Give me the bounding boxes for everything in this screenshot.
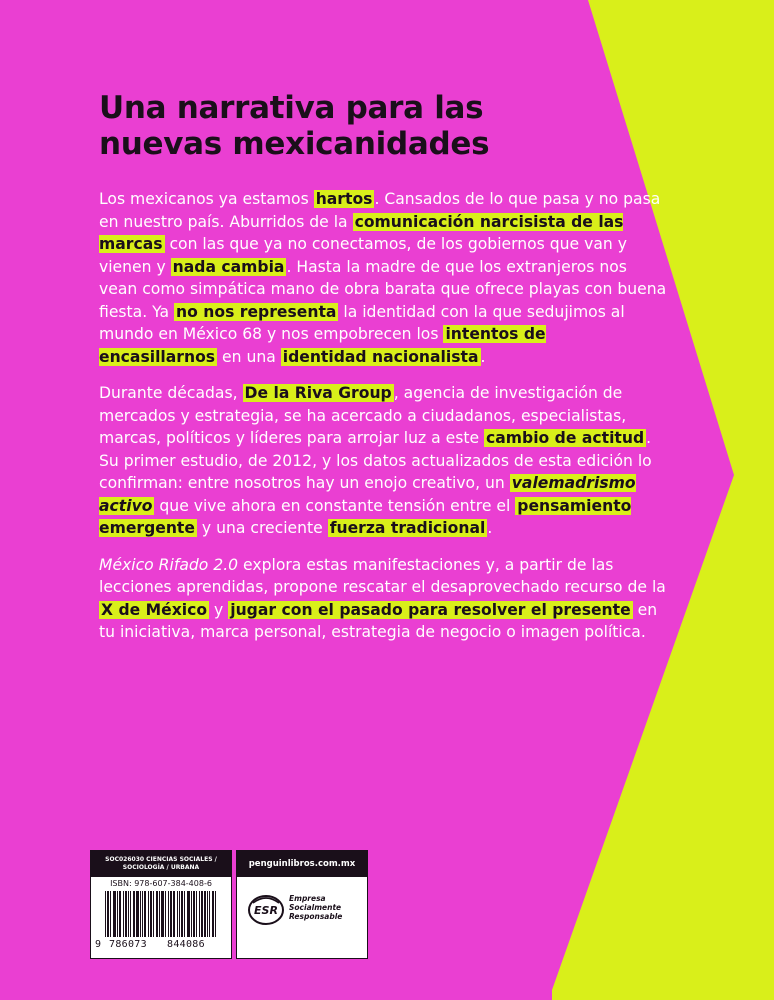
text-run: que vive ahora en constante tensión entre el <box>154 496 516 515</box>
barcode-bar <box>194 891 195 937</box>
barcode-bar <box>201 891 202 937</box>
barcode-bar <box>170 891 171 937</box>
esr-line-2: Socialmente <box>289 903 342 912</box>
barcode-bar <box>134 891 135 937</box>
barcode-bar <box>181 891 182 937</box>
text-run: en una <box>217 347 281 366</box>
barcode-icon <box>105 891 217 937</box>
barcode-bar <box>120 891 121 937</box>
barcode-bar <box>213 891 214 937</box>
highlighted-phrase: jugar con el pasado para resolver el presente <box>230 600 631 619</box>
barcode-bar <box>199 891 200 937</box>
barcode-bar <box>114 891 115 937</box>
barcode-bar <box>137 891 138 937</box>
barcode-bar <box>157 891 158 937</box>
barcode-bar <box>130 891 131 937</box>
barcode-bar <box>148 891 149 937</box>
barcode-bar <box>184 891 185 937</box>
barcode-bar <box>119 891 120 937</box>
cover-title <box>99 90 659 162</box>
highlighted-phrase: intentos de encasillarnos <box>99 325 546 366</box>
highlighted-phrase: valemadrismo activo <box>99 474 636 515</box>
text-run: y una creciente <box>196 519 328 537</box>
title-line-2: nuevas mexicanidades <box>99 126 490 162</box>
barcode-bar <box>125 891 126 937</box>
barcode-bar <box>126 891 127 937</box>
barcode-bar <box>191 891 192 937</box>
barcode-bar <box>171 891 172 937</box>
barcode-bar <box>153 891 154 937</box>
barcode-bar <box>151 891 152 937</box>
esr-line-3: Responsable <box>289 912 343 921</box>
highlighted-phrase: no nos representa <box>176 302 337 321</box>
barcode-bar <box>108 891 109 937</box>
text-run: Los mexicanos ya estamos <box>99 190 314 208</box>
barcode-bar <box>144 891 145 937</box>
text-run: con las que ya no conectamos, de los gobiernos que van y vienen y <box>99 235 627 276</box>
barcode-bar <box>168 891 169 937</box>
barcode-bar <box>150 891 151 937</box>
text-run: la identidad con la que sedujimos al mundo en México 68 y nos empobrecen los <box>99 302 625 343</box>
barcode-bar <box>117 891 118 937</box>
barcode-bar <box>187 891 188 937</box>
barcode-bar <box>159 891 160 937</box>
publisher-panel <box>236 850 368 959</box>
text-run: . Hasta la madre de que los extranjeros nos vean como simpática mano de obra barata que ofrece playas con buena fiesta. Ya <box>99 257 667 321</box>
highlighted-phrase: pensamiento emergente <box>99 496 632 537</box>
highlighted-phrase: fuerza tradicional <box>329 519 486 537</box>
barcode-bar <box>123 891 124 937</box>
barcode-bar <box>212 891 213 937</box>
barcode-digit-prefix: 9 <box>95 939 102 950</box>
barcode-bar <box>179 891 180 937</box>
barcode-bar <box>115 891 116 937</box>
barcode-bar <box>133 891 134 937</box>
barcode-panel <box>90 850 232 959</box>
text-run: . Cansados de lo que pasa y no pasa en nuestro país. Aburridos de la <box>99 190 661 231</box>
publisher-url: penguinlibros.com.mx <box>237 851 367 877</box>
esr-label <box>289 894 365 921</box>
barcode-digit-group-1: 786073 <box>109 939 147 950</box>
text-run: , agencia de investigación de mercados y estrategia, se ha acercado a ciudadanos, especialistas, marcas, políticos y líderes para arrojar luz a este <box>99 384 627 447</box>
barcode-bar <box>193 891 194 937</box>
barcode-bar <box>145 891 146 937</box>
barcode-bar <box>162 891 163 937</box>
text-run: . <box>480 347 486 366</box>
text-run: . <box>487 519 493 537</box>
barcode-bar <box>107 891 108 937</box>
highlighted-phrase: nada cambia <box>172 257 285 276</box>
esr-logo-icon <box>247 891 285 929</box>
barcode-bar <box>110 891 111 937</box>
blurb-paragraph <box>99 382 669 540</box>
barcode-bar <box>173 891 174 937</box>
title-line-1: Una narrativa para las <box>99 90 484 126</box>
barcode-bar <box>202 891 203 937</box>
barcode-bar <box>209 891 210 937</box>
book-title-italic: México Rifado 2.0 <box>99 555 239 574</box>
barcode-bar <box>156 891 157 937</box>
blurb-text <box>99 188 669 658</box>
esr-line-1: Empresa <box>289 894 326 903</box>
barcode-bar <box>142 891 143 937</box>
barcode-bar <box>161 891 162 937</box>
barcode-bar <box>165 891 166 937</box>
highlighted-phrase: De la Riva Group <box>244 384 392 402</box>
blurb-paragraph <box>99 188 669 368</box>
highlighted-phrase: cambio de actitud <box>486 429 645 447</box>
barcode-bar <box>182 891 183 937</box>
barcode-bar <box>136 891 137 937</box>
highlighted-phrase: identidad nacionalista <box>282 347 479 366</box>
barcode-bar <box>188 891 189 937</box>
text-run: explora estas manifestaciones y, a partir de las lecciones aprendidas, propone rescatar el desaprovechado recurso de la <box>99 555 666 596</box>
barcode-digit-group-2: 844086 <box>167 939 205 950</box>
barcode-bar <box>204 891 205 937</box>
barcode-bar <box>196 891 197 937</box>
text-run: y <box>209 600 229 619</box>
barcode-bar <box>113 891 114 937</box>
esr-logo-text: ESR <box>254 904 278 917</box>
text-run: en tu iniciativa, marca personal, estrategia de negocio o imagen política. <box>99 600 658 641</box>
highlighted-phrase: X de México <box>101 600 208 619</box>
blurb-paragraph <box>99 554 669 644</box>
barcode-bar <box>105 891 106 937</box>
text-run: Durante décadas, <box>99 384 243 402</box>
highlighted-phrase: hartos <box>315 190 373 208</box>
barcode-bar <box>207 891 208 937</box>
category-label: SOC026030 CIENCIAS SOCIALES / SOCIOLOGÍA / URBANA <box>91 851 231 877</box>
barcode-bar <box>138 891 139 937</box>
barcode-bar <box>177 891 178 937</box>
highlighted-phrase: comunicación narcisista de las marcas <box>99 212 624 253</box>
barcode-bar <box>128 891 129 937</box>
barcode-bar <box>140 891 141 937</box>
isbn-label: ISBN: 978-607-384-408-6 <box>110 879 212 888</box>
barcode-bar <box>174 891 175 937</box>
barcode-bar <box>189 891 190 937</box>
barcode-bar <box>205 891 206 937</box>
text-run: . Su primer estudio, de 2012, y los datos actualizados de esta edición lo confirman: entre nosotros hay un enojo creativo, un <box>99 429 652 492</box>
barcode-bar <box>215 891 216 937</box>
barcode-bar <box>163 891 164 937</box>
